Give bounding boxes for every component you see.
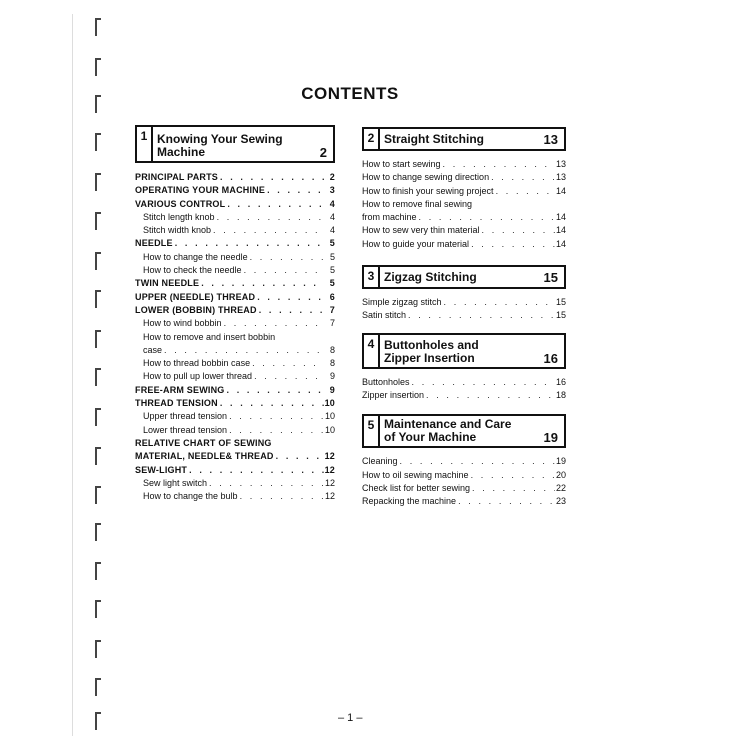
- toc-entry: [362, 224, 566, 237]
- dot-leader: [252, 357, 324, 370]
- dot-leader: [419, 211, 555, 224]
- binding-hole-mark: [95, 252, 101, 270]
- toc-entry-label: How to wind bobbin: [143, 318, 222, 329]
- dot-leader: [175, 237, 324, 250]
- toc-entry-label: How to thread bobbin case: [143, 358, 251, 369]
- dot-leader: [276, 450, 324, 463]
- toc-entry: [135, 370, 335, 383]
- binding-hole-mark: [95, 523, 101, 541]
- toc-entry-label: How to remove and insert bobbin: [143, 331, 276, 342]
- section-header-2: [362, 127, 566, 151]
- dot-leader: [244, 264, 324, 277]
- toc-entry: [135, 357, 335, 370]
- dot-leader: [482, 224, 555, 237]
- toc-entry-page: 5: [329, 238, 335, 249]
- dot-leader: [496, 185, 555, 198]
- dot-leader: [471, 469, 555, 482]
- toc-entry-label: How to change sewing direction: [362, 172, 490, 183]
- toc-entry-label: case: [143, 344, 163, 355]
- toc-entry-page: 19: [555, 456, 566, 467]
- toc-entry-page: 3: [329, 185, 335, 196]
- dot-leader: [229, 410, 324, 423]
- toc-entry: [135, 331, 335, 344]
- toc-entry: [362, 376, 566, 389]
- binding-hole-mark: [95, 18, 101, 36]
- binding-hole-mark: [95, 368, 101, 386]
- toc-entry: [362, 309, 566, 322]
- toc-entry: [135, 264, 335, 277]
- toc-entry: [135, 490, 335, 503]
- binding-hole-mark: [95, 600, 101, 618]
- toc-entry-label: Satin stitch: [362, 310, 407, 321]
- toc-entry-page: 13: [555, 159, 566, 169]
- toc-entry: [362, 296, 566, 309]
- dot-leader: [426, 389, 555, 402]
- toc-entry: [135, 211, 335, 224]
- toc-entry-page: 15: [555, 297, 566, 308]
- dot-leader: [201, 277, 324, 290]
- left-column: [135, 125, 335, 503]
- toc-entry-label: Upper thread tension: [143, 411, 228, 422]
- section-header-1: [135, 125, 335, 163]
- toc-entry-page: 4: [329, 211, 335, 222]
- section-5: [362, 414, 566, 508]
- toc-entry-label: LOWER (BOBBIN) THREAD: [135, 304, 257, 315]
- toc-entry: [135, 317, 335, 330]
- binding-hole-mark: [95, 640, 101, 658]
- toc-entry-page: 8: [329, 344, 335, 355]
- dot-leader: [254, 370, 324, 383]
- toc-entry: [135, 437, 335, 450]
- toc-entry: [135, 171, 335, 184]
- toc-entry-page: 13: [555, 172, 566, 183]
- binding-hole-mark: [95, 330, 101, 348]
- toc-entry-page: 16: [555, 376, 566, 387]
- toc-entry: [362, 158, 566, 171]
- toc-entry-page: 9: [329, 384, 335, 395]
- dot-leader: [400, 455, 555, 468]
- binding-hole-mark: [95, 133, 101, 151]
- toc-entry-label: VARIOUS CONTROL: [135, 198, 226, 209]
- binding-hole-mark: [95, 290, 101, 308]
- toc-entry-label: How to guide your material: [362, 238, 470, 249]
- toc-entry-label: How to finish your sewing project: [362, 185, 494, 196]
- toc-entry-label: Zipper insertion: [362, 389, 425, 400]
- toc-entry: [362, 171, 566, 184]
- toc-entry: [362, 389, 566, 402]
- toc-entry-label: How to check the needle: [143, 265, 242, 276]
- toc-entry-label: Stitch length knob: [143, 211, 215, 222]
- binding-hole-mark: [95, 408, 101, 426]
- toc-entry: [135, 237, 335, 250]
- section-entry-list: [362, 376, 566, 403]
- dot-leader: [257, 291, 324, 304]
- dot-leader: [209, 477, 324, 490]
- dot-leader: [229, 424, 324, 437]
- section-number: 1: [137, 127, 153, 161]
- toc-entry-label: Sew light switch: [143, 477, 208, 488]
- toc-entry-page: 4: [329, 225, 335, 236]
- toc-entry-page: 5: [329, 278, 335, 289]
- section-entry-list: [362, 158, 566, 251]
- dot-leader: [227, 198, 324, 211]
- toc-entry: [135, 397, 335, 410]
- toc-entry-page: 7: [329, 318, 335, 329]
- toc-entry-label: Repacking the machine: [362, 496, 457, 507]
- toc-entry-label: How to pull up lower thread: [143, 371, 253, 382]
- toc-entry-label: Cleaning: [362, 456, 398, 467]
- toc-entry-page: 12: [324, 451, 335, 462]
- section-entry-list: [362, 455, 566, 508]
- toc-entry-page: 12: [324, 477, 335, 488]
- toc-entry-page: 14: [555, 238, 566, 249]
- toc-entry: [135, 450, 335, 463]
- dot-leader: [189, 464, 323, 477]
- toc-entry: [135, 344, 335, 357]
- toc-entry-label: SEW-LIGHT: [135, 464, 188, 475]
- toc-entry-label: UPPER (NEEDLE) THREAD: [135, 291, 256, 302]
- dot-leader: [217, 211, 324, 224]
- toc-entry-page: 10: [324, 398, 335, 409]
- binding-hole-mark: [95, 562, 101, 580]
- binding-hole-mark: [95, 447, 101, 465]
- toc-entry: [362, 211, 566, 224]
- toc-entry-label: Simple zigzag stitch: [362, 297, 442, 308]
- section-3: [362, 265, 566, 323]
- page-number: – 1 –: [338, 712, 363, 724]
- toc-entry-label: MATERIAL, NEEDLE& THREAD: [135, 451, 274, 462]
- dot-leader: [250, 251, 324, 264]
- toc-entry: [362, 185, 566, 198]
- toc-entry: [135, 424, 335, 437]
- toc-entry-page: 5: [329, 265, 335, 276]
- toc-entry: [362, 482, 566, 495]
- section-title: Buttonholes and Zipper Insertion: [384, 337, 479, 365]
- toc-entry-label: NEEDLE: [135, 238, 173, 249]
- toc-entry-label: TWIN NEEDLE: [135, 278, 200, 289]
- toc-entry: [135, 224, 335, 237]
- toc-entry-page: 10: [324, 424, 335, 435]
- toc-entry-label: from machine: [362, 212, 417, 223]
- dot-leader: [164, 344, 324, 357]
- toc-entry-page: 23: [555, 496, 566, 507]
- toc-entry-label: How to start sewing: [362, 159, 441, 169]
- binding-hole-mark: [95, 58, 101, 76]
- toc-entry: [362, 455, 566, 468]
- toc-entry: [135, 477, 335, 490]
- binding-hole-mark: [95, 173, 101, 191]
- section-4: [362, 333, 566, 403]
- dot-leader: [259, 304, 324, 317]
- section-number: 3: [364, 267, 380, 287]
- page-title: CONTENTS: [301, 84, 399, 103]
- toc-entry: [362, 238, 566, 251]
- binding-hole-mark: [95, 486, 101, 504]
- toc-entry-label: RELATIVE CHART OF SEWING: [135, 437, 272, 448]
- toc-entry-label: Buttonholes: [362, 376, 410, 387]
- toc-entry: [362, 469, 566, 482]
- dot-leader: [458, 495, 555, 508]
- toc-entry: [135, 410, 335, 423]
- toc-entry-label: OPERATING YOUR MACHINE: [135, 185, 266, 196]
- toc-entry-label: Lower thread tension: [143, 424, 228, 435]
- section-page: 19: [543, 430, 558, 446]
- section-title: Knowing Your Sewing Machine: [157, 132, 283, 159]
- toc-entry-label: How to change the bulb: [143, 491, 238, 502]
- toc-entry-label: Check list for better sewing: [362, 482, 471, 493]
- section-page: 13: [543, 131, 558, 147]
- toc-entry-page: 9: [329, 371, 335, 382]
- section-2: [362, 127, 566, 251]
- dot-leader: [220, 171, 324, 184]
- section-number: 4: [364, 335, 380, 367]
- toc-entry-page: 18: [555, 389, 566, 400]
- toc-entry: [135, 384, 335, 397]
- dot-leader: [491, 171, 555, 184]
- dot-leader: [220, 397, 324, 410]
- section-number: 5: [364, 416, 380, 446]
- toc-entry-page: 8: [329, 358, 335, 369]
- toc-entry: [135, 277, 335, 290]
- dot-leader: [267, 184, 324, 197]
- toc-entry-page: 14: [555, 185, 566, 196]
- toc-entry-page: 5: [329, 251, 335, 262]
- toc-entry: [135, 291, 335, 304]
- toc-entry: [135, 251, 335, 264]
- section-number: 2: [364, 129, 380, 149]
- section-title: Straight Stitching: [384, 131, 484, 146]
- dot-leader: [240, 490, 324, 503]
- section-header-3: [362, 265, 566, 289]
- section-header-5: [362, 414, 566, 448]
- dot-leader: [412, 376, 555, 389]
- toc-entry-label: THREAD TENSION: [135, 398, 218, 409]
- toc-entry: [135, 198, 335, 211]
- toc-entry: [362, 198, 566, 211]
- toc-entry-page: 2: [329, 172, 335, 182]
- toc-entry-page: 7: [329, 304, 335, 315]
- section-title: Zigzag Stitching: [384, 269, 477, 284]
- toc-entry-page: 4: [329, 198, 335, 209]
- section-title: Maintenance and Care of Your Machine: [384, 417, 512, 445]
- toc-entry-label: How to change the needle: [143, 251, 248, 262]
- toc-entry-label: Stitch width knob: [143, 225, 212, 236]
- toc-entry-page: 12: [324, 491, 335, 502]
- dot-leader: [444, 296, 555, 309]
- binding-hole-mark: [95, 678, 101, 696]
- toc-entry: [135, 304, 335, 317]
- dot-leader: [227, 384, 325, 397]
- dot-leader: [213, 224, 324, 237]
- toc-entry-page: 20: [555, 469, 566, 480]
- toc-entry: [362, 495, 566, 508]
- toc-entry-page: 14: [555, 225, 566, 236]
- section-header-4: [362, 333, 566, 369]
- toc-entry-label: FREE-ARM SEWING: [135, 384, 225, 395]
- page-edge: [72, 14, 73, 736]
- toc-entry-label: How to sew very thin material: [362, 225, 480, 236]
- dot-leader: [443, 158, 555, 171]
- dot-leader: [408, 309, 555, 322]
- toc-entry-page: 10: [324, 411, 335, 422]
- section-page: 15: [543, 269, 558, 285]
- toc-entry: [135, 464, 335, 477]
- binding-hole-mark: [95, 712, 101, 730]
- left-entry-list: [135, 171, 335, 503]
- toc-entry-label: How to remove final sewing: [362, 198, 473, 209]
- dot-leader: [472, 482, 555, 495]
- right-column: [362, 127, 566, 520]
- toc-entry-page: 14: [555, 212, 566, 223]
- toc-entry-label: How to oil sewing machine: [362, 469, 469, 480]
- toc-entry-page: 22: [555, 482, 566, 493]
- toc-entry-label: PRINCIPAL PARTS: [135, 172, 219, 182]
- toc-entry-page: 6: [329, 291, 335, 302]
- toc-entry-page: 12: [324, 464, 335, 475]
- section-entry-list: [362, 296, 566, 323]
- binding-hole-mark: [95, 212, 101, 230]
- section-page: 2: [319, 145, 327, 160]
- dot-leader: [471, 238, 555, 251]
- toc-entry-page: 15: [555, 310, 566, 321]
- toc-entry: [135, 184, 335, 197]
- section-page: 16: [543, 350, 558, 366]
- dot-leader: [224, 317, 324, 330]
